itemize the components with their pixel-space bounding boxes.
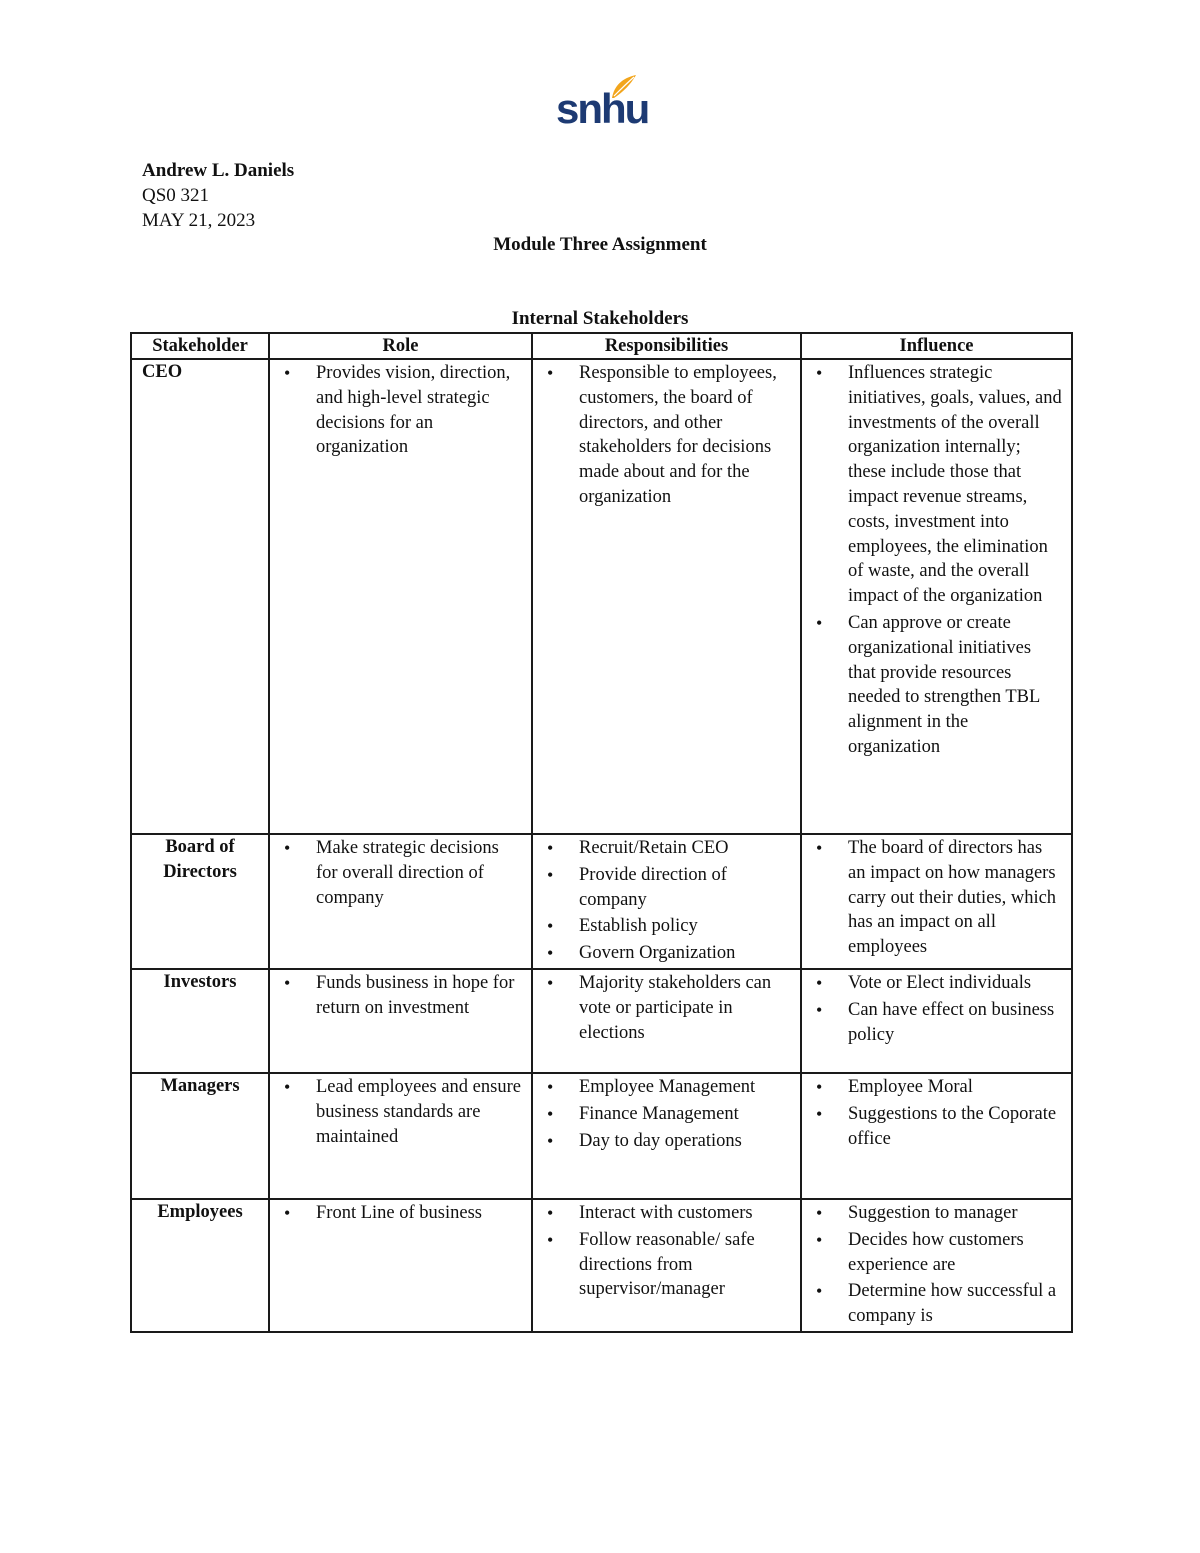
stakeholder-cell: CEO [131,359,269,834]
influence-cell [801,834,1072,969]
table-header-row [131,333,1072,359]
table-row-managers [131,1073,1072,1199]
responsibilities-cell [532,1073,801,1199]
table-row-employees [131,1199,1072,1332]
list-item: • Can approve or create organizational initiatives that provide resources needed to strengthen TBL alignment in the organization [848,611,1063,760]
document-header [142,158,294,233]
list-item: • Majority stakeholders can vote or participate in elections [579,971,792,1045]
influence-cell [801,1199,1072,1332]
list-item: • Follow reasonable/ safe directions from supervisor/manager [579,1228,792,1302]
role-cell [269,1199,532,1332]
stakeholder-cell: Managers [131,1073,269,1199]
table-row-ceo [131,359,1072,834]
influence-cell [801,359,1072,834]
list-item: • Finance Management [579,1102,792,1127]
responsibilities-cell [532,969,801,1073]
responsibilities-cell [532,1199,801,1332]
list-item: • Recruit/Retain CEO [579,836,792,861]
logo-text: snhu [556,85,649,132]
table-caption: Internal Stakeholders [511,308,689,329]
responsibilities-cell [532,834,801,969]
responsibilities-cell [532,359,801,834]
role-cell [269,969,532,1073]
list-item: • Can have effect on business policy [848,998,1063,1048]
list-item: • Decides how customers experience are [848,1228,1063,1278]
list-item: • Day to day operations [579,1129,792,1154]
list-item: • Provides vision, direction, and high-level strategic decisions for an organization [316,361,523,460]
list-item: • Establish policy [579,914,792,939]
list-item: • The board of directors has an impact on how managers carry out their duties, which has an impact on all employees [848,836,1063,960]
table-row-investors [131,969,1072,1073]
role-cell [269,359,532,834]
list-item: • Suggestion to manager [848,1201,1063,1226]
stakeholders-table [130,332,1073,1333]
list-item: • Determine how successful a company is [848,1279,1063,1329]
column-header-influence: Influence [801,333,1072,359]
influence-cell [801,969,1072,1073]
influence-cell [801,1073,1072,1199]
list-item: • Make strategic decisions for overall direction of company [316,836,523,910]
course-code: QS0 321 [142,185,210,206]
list-item: • Vote or Elect individuals [848,971,1063,996]
list-item: • Front Line of business [316,1201,523,1226]
column-header-responsibilities: Responsibilities [532,333,801,359]
column-header-stakeholder: Stakeholder [131,333,269,359]
list-item: • Interact with customers [579,1201,792,1226]
snhu-logo [552,74,648,134]
list-item: • Lead employees and ensure business standards are maintained [316,1075,523,1149]
document-date: MAY 21, 2023 [142,210,256,231]
list-item: • Responsible to employees, customers, the board of directors, and other stakeholders for decisions made about and for the organization [579,361,792,510]
stakeholder-cell: Employees [131,1199,269,1332]
list-item: • Funds business in hope for return on investment [316,971,523,1021]
list-item: • Influences strategic initiatives, goals, values, and investments of the overall organization internally; these include those that impact revenue streams, costs, investment into employees, the elimination of waste, and the overall impact of the organization [848,361,1063,609]
list-item: • Provide direction of company [579,863,792,913]
list-item: • Employee Moral [848,1075,1063,1100]
table-row-board-of-directors [131,834,1072,969]
document-title: Module Three Assignment [493,234,707,255]
list-item: • Govern Organization [579,941,792,966]
author-name: Andrew L. Daniels [142,160,295,181]
role-cell [269,834,532,969]
list-item: • Suggestions to the Coporate office [848,1102,1063,1152]
stakeholder-cell: Board of Directors [131,834,269,969]
column-header-role: Role [269,333,532,359]
list-item: • Employee Management [579,1075,792,1100]
stakeholder-cell: Investors [131,969,269,1073]
role-cell [269,1073,532,1199]
